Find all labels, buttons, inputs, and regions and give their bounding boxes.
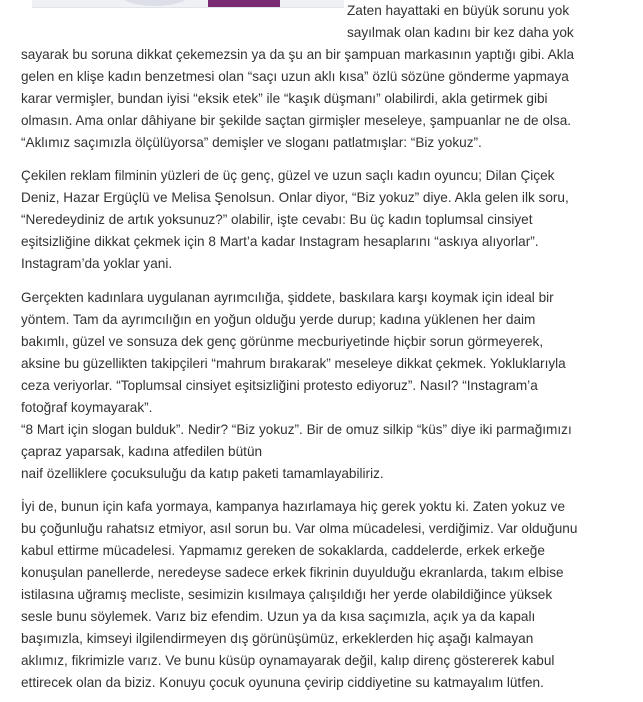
text-line: “8 Mart için slogan bulduk”. Nedir? “Biz yokuz”. Bir de omuz silkip “küs” diye iki parmağımızı <box>21 422 572 437</box>
article-image <box>32 0 344 8</box>
text-line: karar vermişler, bundan iyisi “eksik etek” ile “kaşık düşmanı” olabilirdi, akla getirmek gibi <box>21 91 548 106</box>
text-line: gelen en klişe kadın benzetmesi olan “saçı uzun aklı kısa” özlü sözüne gönderme yapmaya <box>21 69 569 84</box>
text-line: sayarak bu soruna dikkat çekemezsin ya da şu an bir şampuan markasının yaptığı gibi. Akla <box>21 47 575 62</box>
paragraph-1 <box>21 44 574 154</box>
text-line: aklımız, fikrimizle varız. Ve bunu küsüp oynamayarak değil, kalıp direnç göstererek kabul <box>21 653 555 668</box>
image-circle-shape <box>120 0 190 6</box>
intro-wrap-text <box>347 0 574 44</box>
text-line: eşitsizliğine dikkat çekmek için 8 Mart’a kadar Instagram hesaplarını “askıya alıyorlar”. <box>21 234 539 249</box>
text-line: Gerçekten kadınlara uygulanan ayrımcılığa, şiddete, baskılara karşı koymak için ideal bir <box>21 290 554 305</box>
paragraph-3 <box>21 287 572 485</box>
text-line: ettirecek olan da biziz. Konuyu çocuk oyununa çevirip ciddiyetine su katmayalım lütfen. <box>21 675 544 690</box>
text-line: naif özelliklere çocuksuluğu da katıp paketi tamamlayabiliriz. <box>21 466 384 481</box>
text-line: konuşulan panellerde, neredeyse sadece erkek fikrinin duyulduğu ekranlarda, takım elbise <box>21 565 564 580</box>
paragraph-4 <box>21 496 577 694</box>
text-line: fotoğraf koymayarak”. <box>21 400 153 415</box>
text-line: başımızla, kimseyi ilgilendirmeyen dış görünüşümüz, erkeklerden hiç aşağı kalmayan <box>21 631 534 646</box>
paragraph-2 <box>21 165 569 275</box>
image-accent-shape <box>208 0 280 7</box>
text-line: ceza veriyorlar. “Toplumsal cinsiyet eşitsizliğini protesto ediyoruz”. Nasıl? “Instagram’a <box>21 378 538 393</box>
text-line: aksine bu güzellikten takipçileri “mahrum bırakarak” meseleye dikkat çekmek. Yokluklarıyla <box>21 356 566 371</box>
text-line: bakımlı, güzel ve sonsuza dek genç görünme mecburiyetinde hiçbir sorun görmeyerek, <box>21 334 544 349</box>
text-line: olmasın. Ama onlar dâhiyane bir şekilde saçtan girmişler meseleye, şampuanlar ne de olsa. <box>21 113 572 128</box>
text-line: sayılmak olan kadını bir kez daha yok <box>347 25 574 40</box>
text-line: bu çoğunluğu rahatsız etmiyor, asıl sorun bu. Var olma mücadelesi, verdiğimiz. Var olduğunu <box>21 521 578 536</box>
text-line: Deniz, Hazar Ergüçlü ve Melisa Şenolsun. Onlar diyor, “Biz yokuz” diye. Akla gelen ilk soru, <box>21 190 569 205</box>
text-line: kabul ettirme mücadelesi. Yapmamız gereken de sokaklarda, caddelerde, erkek erkeğe <box>21 543 545 558</box>
text-line: “Neredeydiniz de artık yoksunuz?” olabilir, işte cevabı: Bu üç kadın toplumsal cinsiyet <box>21 212 533 227</box>
text-line: istilasına uğramış mecliste, sesimizin kısılmaya çalışıldığı her yerde olabildiğince yüksek <box>21 587 553 602</box>
text-line: “Aklımız saçımızla ölçülüyorsa” demişler ve sloganı patlatmışlar: “Biz yokuz”. <box>21 135 482 150</box>
text-line: Çekilen reklam filminin yüzleri de üç genç, güzel ve uzun saçlı kadın oyuncu; Dilan Çiçek <box>21 168 555 183</box>
text-line: sesle bunu söylemek. Varız biz efendim. Uzun ya da kısa saçımızla, açık ya da kapalı <box>21 609 536 624</box>
text-line: yöntem. Tam da ayrımcılığın en yoğun olduğu yerde durup; kadına yüklenen her daim <box>21 312 536 327</box>
text-line: çapraz yaparsak, kadına atfedilen bütün <box>21 444 263 459</box>
text-line: Zaten hayattaki en büyük sorunu yok <box>347 3 570 18</box>
text-line: İyi de, bunun için kafa yormaya, kampanya hazırlamaya hiç gerek yoktu ki. Zaten yokuz ve <box>21 499 566 514</box>
text-line: Instagram’da yoklar yani. <box>21 256 173 271</box>
